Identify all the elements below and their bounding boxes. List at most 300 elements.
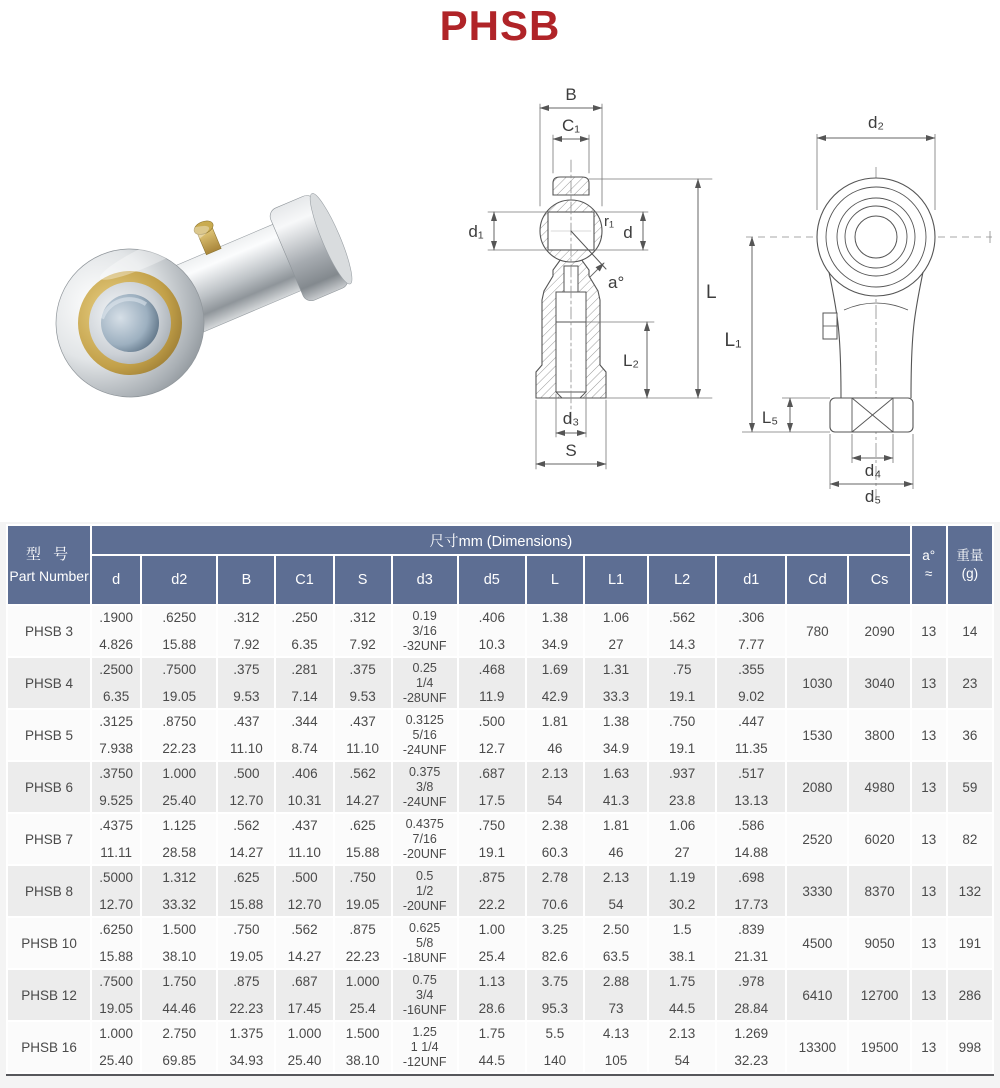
column-header-L: L: [526, 555, 584, 605]
spec-cell: [947, 917, 993, 969]
spec-cell: [648, 917, 716, 969]
spec-cell: [141, 605, 217, 657]
spec-value: 2520: [802, 831, 833, 847]
spec-value: 22.23: [162, 741, 197, 756]
spec-value: .2500: [99, 662, 134, 677]
spec-value: 7.14: [291, 689, 318, 704]
column-header-S: S: [334, 555, 392, 605]
spec-value: 28.84: [734, 1001, 769, 1016]
spec-cell: [947, 969, 993, 1021]
spec-value: 140: [543, 1053, 567, 1068]
spec-value: 32.23: [734, 1053, 769, 1068]
spec-value: .625: [349, 818, 376, 833]
spec-value: 6.35: [291, 637, 318, 652]
spec-value: 4.13: [602, 1026, 630, 1041]
spec-value: 14.27: [229, 845, 264, 860]
spec-value: .344: [291, 714, 318, 729]
spec-value: .562: [669, 610, 696, 625]
spec-value: 17.45: [287, 1001, 322, 1016]
spec-cell: [947, 865, 993, 917]
spec-value: 82: [962, 831, 978, 847]
spec-value: .375: [349, 662, 376, 677]
spec-value: 105: [604, 1053, 628, 1068]
spec-value: 19.05: [99, 1001, 134, 1016]
weight-header-line1: 重量: [956, 547, 984, 563]
spec-value: 1.312: [162, 870, 197, 885]
spec-cell: [217, 657, 275, 709]
spec-value: .6250: [162, 610, 197, 625]
spec-value: 36: [962, 727, 978, 743]
spec-value: 132: [958, 883, 982, 899]
spec-value: 27: [674, 845, 690, 860]
spec-cell: [91, 1021, 141, 1073]
spec-value: 4500: [802, 935, 833, 951]
spec-value: 11.10: [288, 845, 321, 860]
part-number-cell: PHSB 5: [7, 709, 91, 761]
spec-value: 1.375: [229, 1026, 264, 1041]
spec-cell: [786, 605, 848, 657]
spec-value: .375: [233, 662, 260, 677]
spec-value: 12.70: [229, 793, 264, 808]
spec-cell: [217, 709, 275, 761]
spec-cell: [848, 969, 910, 1021]
spec-value: 3/8: [416, 779, 434, 794]
spec-cell: [786, 761, 848, 813]
spec-cell: [526, 657, 584, 709]
spec-cell: [217, 605, 275, 657]
spec-cell: [848, 761, 910, 813]
spec-value: 4.826: [99, 637, 134, 652]
table-row: [7, 605, 993, 657]
spec-cell: [334, 657, 392, 709]
spec-cell: [716, 1021, 786, 1073]
spec-value: 1.000: [99, 1026, 134, 1041]
spec-value: .937: [669, 766, 696, 781]
spec-value: .750: [669, 714, 696, 729]
spec-value: 1.5: [672, 922, 692, 937]
spec-value: 82.6: [541, 949, 569, 964]
spec-table-body: [7, 605, 993, 1073]
spec-value: 19500: [860, 1039, 899, 1055]
spec-cell: [275, 865, 333, 917]
spec-value: 41.3: [602, 793, 630, 808]
part-number-cell: PHSB 16: [7, 1021, 91, 1073]
spec-value: 12.70: [99, 897, 134, 912]
spec-cell: [392, 865, 458, 917]
spec-cell: [911, 969, 947, 1021]
column-header-d2: d2: [141, 555, 217, 605]
spec-value: .447: [738, 714, 765, 729]
table-row: [7, 969, 993, 1021]
spec-cell: [334, 761, 392, 813]
spec-cell: [526, 761, 584, 813]
spec-cell: [217, 917, 275, 969]
spec-cell: [716, 969, 786, 1021]
spec-value: 1.38: [541, 610, 569, 625]
column-header-L2: L2: [648, 555, 716, 605]
spec-cell: [716, 813, 786, 865]
spec-value: 8.74: [291, 741, 318, 756]
spec-value: 15.88: [229, 897, 264, 912]
spec-value: -32UNF: [402, 638, 447, 653]
spec-cell: [526, 605, 584, 657]
spec-value: 19.05: [162, 689, 197, 704]
spec-cell: [526, 917, 584, 969]
column-header-C1: C1: [275, 555, 333, 605]
spec-cell: [786, 917, 848, 969]
spec-value: 33.32: [162, 897, 197, 912]
spec-value: 1.13: [478, 974, 505, 989]
spec-cell: [947, 709, 993, 761]
spec-value: .5000: [99, 870, 134, 885]
spec-value: 44.5: [669, 1001, 696, 1016]
spec-value: .562: [233, 818, 260, 833]
spec-value: 10.31: [287, 793, 322, 808]
spec-value: 22.23: [229, 1001, 264, 1016]
spec-cell: [786, 709, 848, 761]
spec-value: .687: [291, 974, 318, 989]
spec-value: .698: [738, 870, 765, 885]
spec-cell: [911, 761, 947, 813]
spec-value: 44.5: [478, 1053, 505, 1068]
spec-value: .625: [233, 870, 260, 885]
spec-value: 25.40: [287, 1053, 322, 1068]
spec-value: 6020: [864, 831, 895, 847]
spec-cell: [848, 605, 910, 657]
spec-value: 3800: [864, 727, 895, 743]
spec-value: 1.00: [478, 922, 505, 937]
spec-cell: [392, 605, 458, 657]
spec-cell: [458, 605, 526, 657]
spec-value: 1.75: [669, 974, 696, 989]
spec-value: 14.27: [287, 949, 322, 964]
spec-value: 59: [962, 779, 978, 795]
spec-value: 25.40: [99, 1053, 134, 1068]
spec-value: 1.25: [412, 1024, 437, 1039]
spec-cell: [141, 1021, 217, 1073]
spec-value: 9.525: [99, 793, 134, 808]
dimensions-header: 尺寸mm (Dimensions): [91, 525, 911, 555]
weight-header: [947, 525, 993, 605]
spec-value: .1900: [99, 610, 134, 625]
dim-label-C1: C₁: [561, 116, 581, 135]
table-row: [7, 813, 993, 865]
spec-value: 1530: [802, 727, 833, 743]
spec-value: 3330: [802, 883, 833, 899]
spec-value: 38.1: [669, 949, 696, 964]
spec-cell: [526, 813, 584, 865]
spec-value: 1.38: [602, 714, 630, 729]
spec-cell: [275, 813, 333, 865]
spec-value: .312: [233, 610, 260, 625]
spec-value: -24UNF: [402, 742, 447, 757]
spec-value: 17.5: [478, 793, 505, 808]
spec-value: 1.000: [287, 1026, 322, 1041]
spec-cell: [716, 605, 786, 657]
spec-value: .75: [672, 662, 692, 677]
spec-value: .281: [291, 662, 318, 677]
side-section-view: [468, 85, 716, 469]
spec-cell: [848, 709, 910, 761]
spec-cell: [947, 813, 993, 865]
spec-value: .4375: [99, 818, 134, 833]
spec-cell: [648, 813, 716, 865]
spec-cell: [584, 917, 648, 969]
spec-cell: [91, 865, 141, 917]
spec-cell: [91, 969, 141, 1021]
spec-cell: [334, 813, 392, 865]
spec-value: 19.1: [669, 689, 696, 704]
spec-cell: [392, 761, 458, 813]
spec-cell: [392, 813, 458, 865]
spec-cell: [648, 761, 716, 813]
spec-value: .875: [349, 922, 376, 937]
spec-value: 191: [958, 935, 982, 951]
spec-cell: [334, 1021, 392, 1073]
spec-value: 9.02: [738, 689, 765, 704]
spec-cell: [648, 605, 716, 657]
spec-value: 1/4: [416, 675, 434, 690]
spec-value: 286: [958, 987, 982, 1003]
spec-value: 33.3: [602, 689, 630, 704]
spec-cell: [947, 605, 993, 657]
spec-value: 34.93: [229, 1053, 264, 1068]
table-row: [7, 917, 993, 969]
spec-value: 780: [806, 623, 829, 639]
spec-cell: [334, 969, 392, 1021]
spec-value: .437: [349, 714, 376, 729]
spec-cell: [91, 761, 141, 813]
spec-value: -18UNF: [402, 950, 447, 965]
spec-value: .6250: [99, 922, 134, 937]
angle-header: [911, 525, 947, 605]
table-row: [7, 709, 993, 761]
spec-value: 28.58: [162, 845, 197, 860]
spec-value: .406: [478, 610, 505, 625]
spec-cell: [848, 917, 910, 969]
spec-value: 19.1: [669, 741, 696, 756]
dim-label-d5: d₅: [864, 487, 882, 506]
spec-value: 8370: [864, 883, 895, 899]
table-row: [7, 1021, 993, 1073]
product-photo: [30, 148, 380, 458]
spec-value: 13: [921, 623, 937, 639]
bearing-body: [33, 166, 368, 420]
spec-value: 7.92: [349, 637, 376, 652]
spec-value: .437: [291, 818, 318, 833]
spec-cell: [716, 865, 786, 917]
spec-cell: [848, 657, 910, 709]
spec-value: 14.27: [345, 793, 380, 808]
angle-header-line1: a°: [922, 547, 936, 563]
part-number-cell: PHSB 10: [7, 917, 91, 969]
spec-value: 15.88: [162, 637, 197, 652]
spec-value: 14.3: [669, 637, 696, 652]
spec-value: .562: [349, 766, 376, 781]
spec-value: .437: [233, 714, 260, 729]
spec-cell: [786, 813, 848, 865]
spec-cell: [526, 969, 584, 1021]
spec-value: 1.75: [478, 1026, 505, 1041]
table-row: [7, 865, 993, 917]
spec-cell: [141, 709, 217, 761]
spec-value: 25.4: [478, 949, 505, 964]
spec-cell: [911, 709, 947, 761]
spec-cell: [458, 917, 526, 969]
dim-label-L2: L₂: [622, 351, 640, 370]
spec-cell: [217, 969, 275, 1021]
spec-value: 13300: [798, 1039, 837, 1055]
spec-value: 1.750: [162, 974, 197, 989]
dim-label-d2: d₂: [867, 113, 885, 132]
table-row: [7, 657, 993, 709]
spec-value: 70.6: [541, 897, 569, 912]
spec-value: 13: [921, 779, 937, 795]
spec-value: 0.3125: [405, 712, 444, 727]
spec-value: 7/16: [412, 831, 437, 846]
spec-value: 11.10: [346, 741, 379, 756]
spec-cell: [217, 813, 275, 865]
spec-value: 11.11: [100, 845, 133, 860]
spec-value: 1.000: [345, 974, 380, 989]
spec-cell: [275, 969, 333, 1021]
spec-cell: [275, 1021, 333, 1073]
spec-cell: [716, 657, 786, 709]
spec-value: 1/2: [416, 883, 434, 898]
spec-cell: [526, 1021, 584, 1073]
spec-value: .250: [291, 610, 318, 625]
spec-cell: [911, 1021, 947, 1073]
spec-value: 73: [608, 1001, 624, 1016]
spec-value: .500: [233, 766, 260, 781]
spec-value: 19.05: [345, 897, 380, 912]
spec-value: 1 1/4: [410, 1039, 439, 1054]
spec-value: 22.23: [345, 949, 380, 964]
spec-cell: [334, 917, 392, 969]
spec-cell: [275, 657, 333, 709]
spec-cell: [392, 917, 458, 969]
dim-label-d4: d₄: [864, 461, 882, 480]
spec-cell: [392, 969, 458, 1021]
spec-value: -16UNF: [402, 1002, 447, 1017]
spec-cell: [584, 969, 648, 1021]
spec-value: .562: [291, 922, 318, 937]
dim-label-L5: L₅: [761, 408, 779, 427]
spec-value: 3040: [864, 675, 895, 691]
spec-cell: [458, 865, 526, 917]
dim-label-B: B: [565, 85, 577, 104]
spec-cell: [458, 657, 526, 709]
column-header-d5: d5: [458, 555, 526, 605]
spec-value: .978: [738, 974, 765, 989]
spec-value: 1.000: [162, 766, 197, 781]
spec-cell: [848, 1021, 910, 1073]
spec-value: 1.31: [602, 662, 630, 677]
dim-label-L1: L₁: [724, 330, 742, 351]
spec-cell: [584, 865, 648, 917]
spec-value: 38.10: [162, 949, 197, 964]
spec-value: 13.13: [734, 793, 769, 808]
spec-value: 13: [921, 831, 937, 847]
spec-value: .875: [478, 870, 505, 885]
spec-value: 19.1: [478, 845, 505, 860]
spec-value: 44.46: [162, 1001, 197, 1016]
spec-value: 28.6: [478, 1001, 505, 1016]
spec-value: 1.19: [669, 870, 696, 885]
spec-cell: [217, 761, 275, 813]
spec-value: 42.9: [541, 689, 569, 704]
spec-value: -24UNF: [402, 794, 447, 809]
spec-value: 2.13: [541, 766, 569, 781]
spec-cell: [141, 969, 217, 1021]
spec-cell: [141, 865, 217, 917]
spec-cell: [648, 865, 716, 917]
spec-value: 7.92: [233, 637, 260, 652]
spec-value: 54: [547, 793, 563, 808]
spec-value: 5/16: [412, 727, 437, 742]
spec-cell: [275, 761, 333, 813]
spec-value: 7.77: [738, 637, 765, 652]
spec-value: 3/16: [412, 623, 437, 638]
spec-value: 25.40: [162, 793, 197, 808]
spec-cell: [334, 605, 392, 657]
column-header-Cs: Cs: [848, 555, 910, 605]
column-header-L1: L1: [584, 555, 648, 605]
spec-value: 21.31: [734, 949, 769, 964]
spec-cell: [334, 865, 392, 917]
spec-value: 0.625: [409, 920, 441, 935]
column-header-row: [7, 555, 993, 605]
spec-cell: [334, 709, 392, 761]
spec-cell: [584, 709, 648, 761]
weight-header-line2: (g): [961, 566, 979, 581]
spec-cell: [458, 1021, 526, 1073]
spec-cell: [392, 1021, 458, 1073]
spec-cell: [947, 761, 993, 813]
spec-value: .3125: [99, 714, 134, 729]
spec-value: 2.13: [669, 1026, 696, 1041]
spec-value: 9.53: [233, 689, 260, 704]
spec-cell: [848, 813, 910, 865]
spec-value: 3.75: [541, 974, 569, 989]
angle-header-line2: ≈: [925, 566, 933, 581]
spec-value: 0.19: [412, 608, 437, 623]
spec-cell: [392, 709, 458, 761]
spec-cell: [648, 1021, 716, 1073]
spec-value: 2080: [802, 779, 833, 795]
spec-value: 14.88: [734, 845, 769, 860]
spec-value: 30.2: [669, 897, 696, 912]
spec-cell: [786, 657, 848, 709]
spec-value: 11.9: [479, 689, 505, 704]
spec-value: 23.8: [669, 793, 696, 808]
spec-cell: [911, 865, 947, 917]
part-number-header: [7, 525, 91, 605]
spec-value: 2.38: [541, 818, 569, 833]
spec-value: 60.3: [541, 845, 569, 860]
spec-value: -28UNF: [402, 690, 447, 705]
spec-table-wrap: [6, 524, 994, 1076]
spec-value: 63.5: [602, 949, 630, 964]
dim-label-a: a°: [608, 273, 625, 292]
spec-value: 998: [958, 1039, 982, 1055]
spec-value: -20UNF: [402, 846, 447, 861]
column-header-d3: d3: [392, 555, 458, 605]
spec-value: 1.81: [541, 714, 569, 729]
spec-cell: [217, 865, 275, 917]
spec-value: .839: [738, 922, 765, 937]
part-number-cell: PHSB 8: [7, 865, 91, 917]
